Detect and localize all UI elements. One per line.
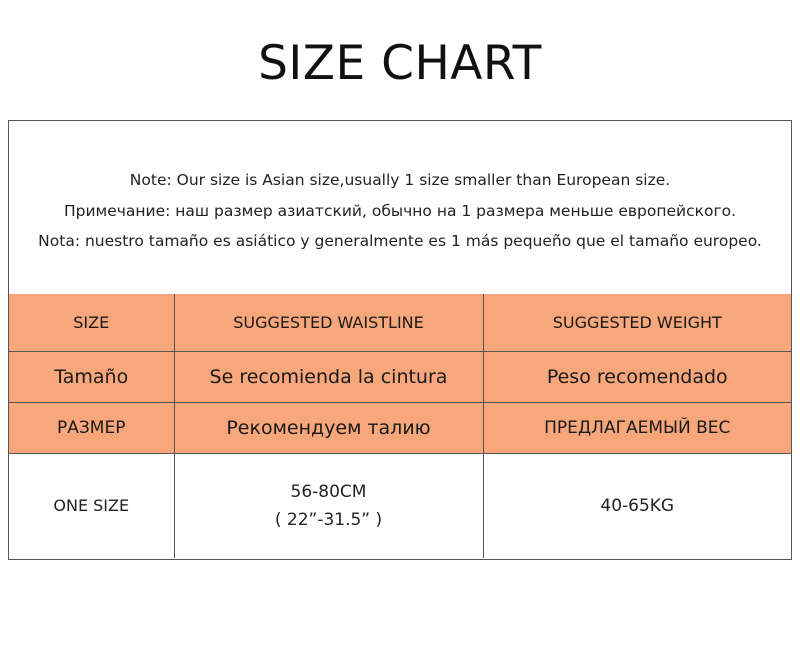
waistline-cm: 56-80CM bbox=[290, 482, 367, 502]
header-size: SIZE bbox=[9, 294, 174, 352]
size-note-block bbox=[9, 121, 791, 295]
header-row-spanish bbox=[9, 352, 791, 403]
note-russian: Примечание: наш размер азиатский, обычно на 1 размера меньше европейского. bbox=[63, 202, 737, 220]
header-row-russian bbox=[9, 403, 791, 454]
header-row-english bbox=[9, 294, 791, 352]
table-row bbox=[9, 454, 791, 559]
weight-value: 40-65KG bbox=[483, 454, 791, 559]
note-spanish: Nota: nuestro tamaño es asiático y generalmente es 1 más pequeño que el tamaño europeo. bbox=[38, 232, 762, 250]
size-value: ONE SIZE bbox=[9, 454, 174, 559]
note-english: Note: Our size is Asian size,usually 1 size smaller than European size. bbox=[129, 171, 671, 189]
header-waistline: SUGGESTED WAISTLINE bbox=[174, 294, 483, 352]
header-weight-es: Peso recomendado bbox=[483, 352, 791, 403]
header-size-ru: РАЗМЕР bbox=[9, 403, 174, 454]
header-waistline-ru: Рекомендуем талию bbox=[174, 403, 483, 454]
header-weight-ru: ПРЕДЛАГАЕМЫЙ ВЕС bbox=[483, 403, 791, 454]
waistline-inches: ( 22”-31.5” ) bbox=[274, 510, 383, 530]
header-size-es: Tamaño bbox=[9, 352, 174, 403]
size-table bbox=[9, 294, 791, 558]
page-title: SIZE CHART bbox=[258, 36, 542, 91]
header-waistline-es: Se recomienda la cintura bbox=[174, 352, 483, 403]
waistline-value bbox=[174, 454, 483, 559]
header-weight: SUGGESTED WEIGHT bbox=[483, 294, 791, 352]
size-chart bbox=[8, 120, 792, 560]
